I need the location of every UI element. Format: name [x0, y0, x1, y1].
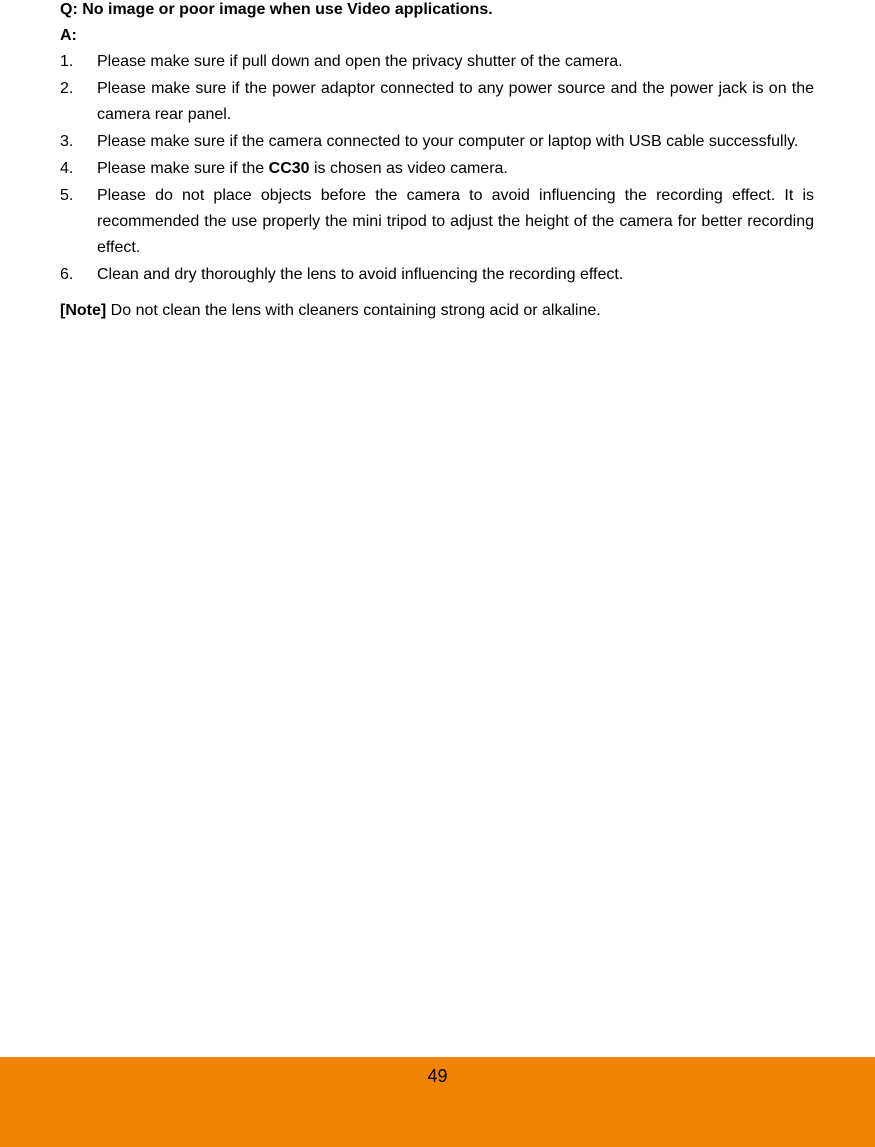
step-number: 1. — [60, 53, 74, 70]
step-text-after: is chosen as video camera. — [309, 160, 508, 177]
step-number: 4. — [60, 160, 74, 177]
device-model: CC30 — [268, 160, 310, 177]
step-text: Clean and dry thoroughly the lens to avoid influencing the recording effect. — [97, 266, 624, 283]
step-text-before: Please make sure if the — [97, 160, 269, 177]
step-number: 2. — [60, 80, 74, 97]
step-text — [97, 160, 508, 177]
answer-label: A: — [60, 27, 77, 44]
faq-section — [60, 0, 814, 321]
step-text: Please make sure if the power adaptor connected to any power source and the power jack is on the camera rear panel. — [97, 80, 814, 123]
list-item — [60, 76, 814, 128]
list-item — [60, 183, 814, 261]
steps-list — [60, 49, 814, 288]
page-number: 49 — [427, 1066, 448, 1086]
step-number: 3. — [60, 133, 74, 150]
note — [60, 301, 814, 321]
step-text: Please make sure if pull down and open the privacy shutter of the camera. — [97, 53, 623, 70]
question-heading: Q: No image or poor image when use Video applications. — [60, 1, 493, 18]
step-number: 5. — [60, 187, 74, 204]
list-item — [60, 49, 814, 75]
page-footer — [0, 1057, 875, 1147]
step-text: Please make sure if the camera connected to your computer or laptop with USB cable successfully. — [97, 133, 799, 150]
list-item — [60, 156, 814, 182]
note-tag: [Note] — [60, 302, 107, 319]
list-item — [60, 129, 814, 155]
step-number: 6. — [60, 266, 74, 283]
note-text: Do not clean the lens with cleaners containing strong acid or alkaline. — [106, 302, 601, 319]
list-item — [60, 262, 814, 288]
step-text: Please do not place objects before the camera to avoid influencing the recording effect. It is recommended the use properly the mini tripod to adjust the height of the camera for better recording effect. — [97, 187, 814, 256]
